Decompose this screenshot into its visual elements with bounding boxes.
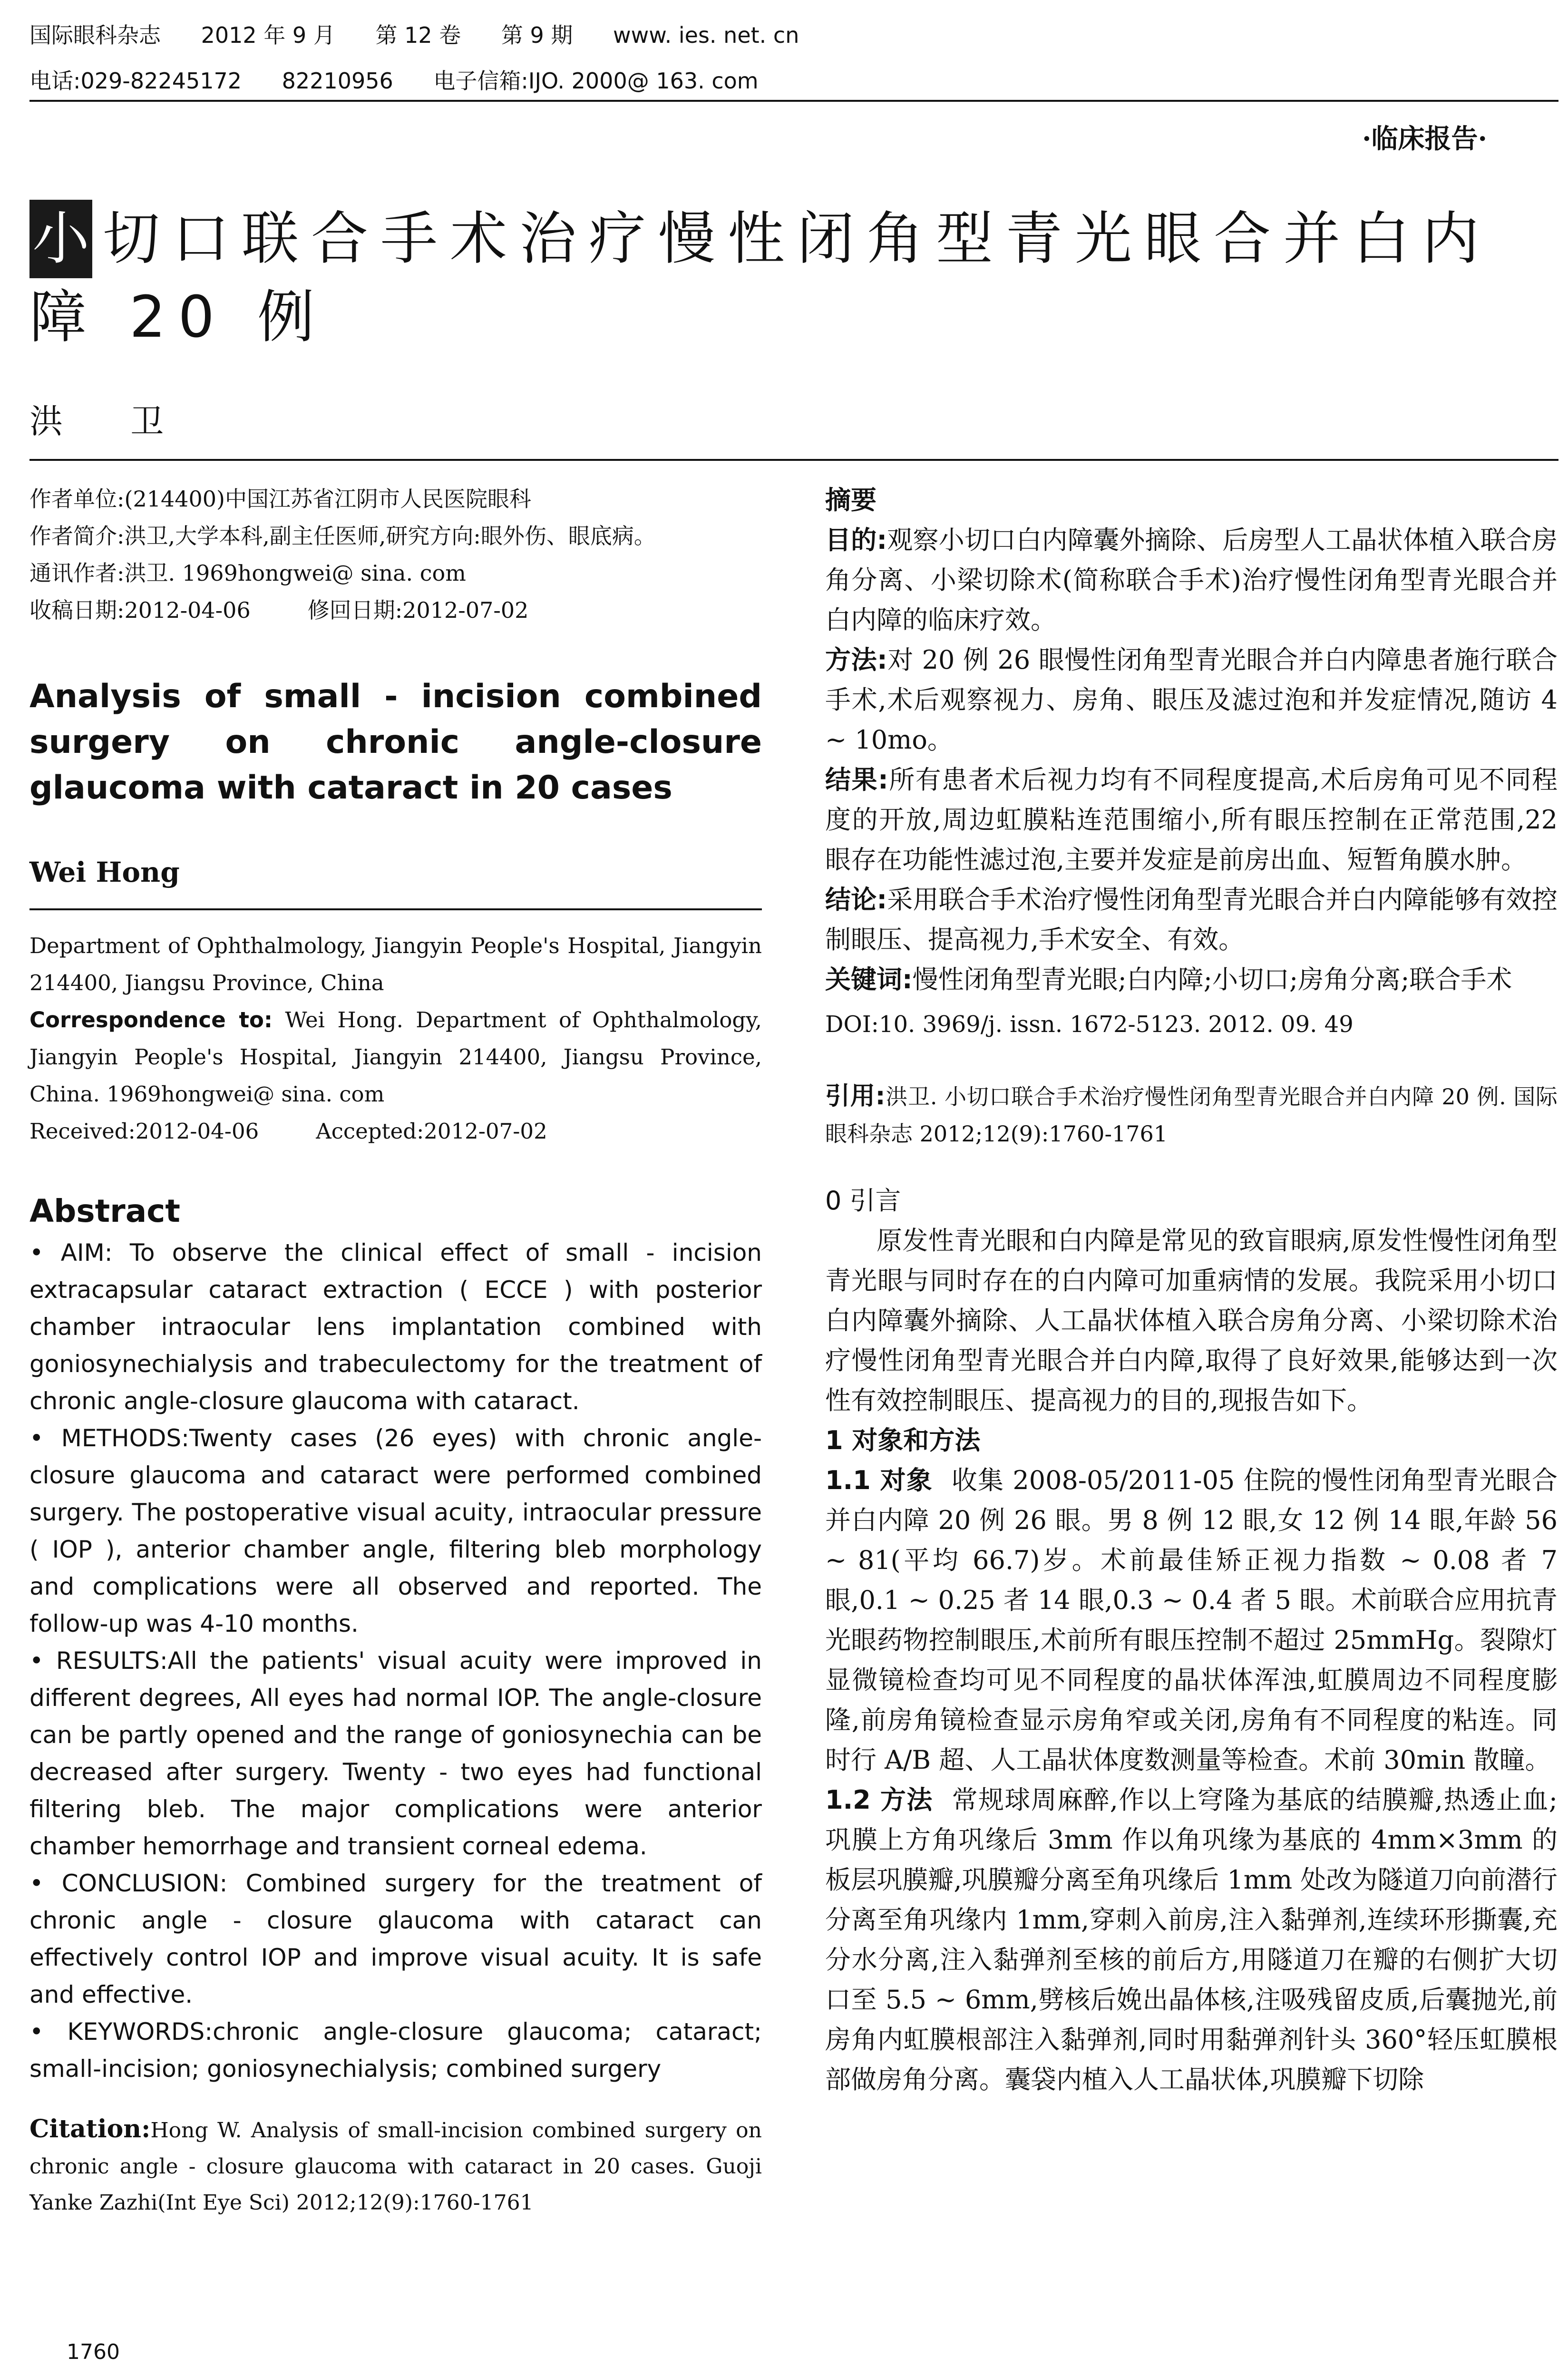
article-meta — [29, 480, 762, 629]
citation-label: Citation: — [29, 2114, 151, 2143]
journal-email: 电子信箱:IJO. 2000@ 163. com — [433, 68, 759, 94]
journal-website: www. ies. net. cn — [613, 22, 799, 48]
dates-en — [29, 1113, 762, 1150]
journal-name: 国际眼科杂志 — [29, 22, 161, 48]
cn-methods: 方法:对 20 例 26 眼慢性闭角型青光眼合并白内障患者施行联合手术,术后观察视力、房角、眼压及滤过泡和并发症情况,随访 4 ~ 10mo。 — [825, 645, 1558, 755]
revised-cn: 修回日期:2012-07-02 — [307, 597, 529, 623]
intro-paragraph: 原发性青光眼和白内障是常见的致盲眼病,原发性慢性闭角型青光眼与同时存在的白内障可加重病情的发展。我院采用小切口白内障囊外摘除、人工晶状体植入联合房角分离、小梁切除术治疗慢性闭角型青光眼合并白内障,取得了良好效果,能够达到一次性有效控制眼压、提高视力的目的,现报告如下。 — [825, 1226, 1558, 1415]
affiliation: 作者单位:(214400)中国江苏省江阴市人民医院眼科 — [29, 486, 531, 512]
cn-results: 结果:所有患者术后视力均有不同程度提高,术后房角可见不同程度的开放,周边虹膜粘连范围缩小,所有眼压控制在正常范围,22 眼存在功能性滤过泡,主要并发症是前房出血、短暂角膜水肿。 — [825, 765, 1558, 875]
running-header-line1 — [29, 21, 832, 49]
cn-conclusion: 结论:采用联合手术治疗慢性闭角型青光眼合并白内障能够有效控制眼压、提高视力,手术安全、有效。 — [825, 885, 1558, 955]
received-cn: 收稿日期:2012-04-06 — [29, 597, 251, 623]
cn-citation — [825, 1078, 1558, 1152]
cn-citation-label: 引用: — [825, 1082, 886, 1111]
dates-cn — [29, 592, 762, 629]
correspondence-label: Correspondence to: — [29, 1007, 273, 1033]
cn-aim: 目的:观察小切口白内障囊外摘除、后房型人工晶状体植入联合房角分离、小梁切除术(简称联合手术)治疗慢性闭角型青光眼合并白内障的临床疗效。 — [825, 525, 1558, 635]
volume: 第 12 卷 — [375, 22, 461, 48]
article-title — [29, 200, 1551, 357]
abstract-conclusion: • CONCLUSION: Combined surgery for the treatment of chronic angle - closure glaucoma with cataract can effectively control IOP and improve visual acuity. It is safe and effective. — [29, 1870, 762, 2008]
journal-phone2: 82210956 — [282, 68, 393, 94]
abstract-methods: • METHODS:Twenty cases (26 eyes) with chronic angle-closure glaucoma and cataract were performed combined surgery. The postoperative visual acuity, intraocular pressure ( IOP ), anterior chamber angle, filtering bleb morphology and complications were all observed and reported. The follow-up was 4-10 months. — [29, 1424, 762, 1637]
issue-number: 第 9 期 — [501, 22, 573, 48]
correspondence — [29, 1002, 762, 1113]
section-1-1-heading: 1.1 对象 — [825, 1465, 933, 1495]
doi: DOI:10. 3969/j. issn. 1672-5123. 2012. 09. 49 — [825, 1011, 1354, 1038]
cn-methods-label: 方法: — [825, 645, 887, 675]
section-1-2: 1.2 方法 常规球周麻醉,作以上穹隆为基底的结膜瓣,热透止血;巩膜上方角巩缘后 3mm 作以角巩缘为基底的 4mm×3mm 的板层巩膜瓣,巩膜瓣分离至角巩缘后 1mm 处改为隧道刀向前潜行分离至角巩缘内 1mm,穿刺入前房,注入黏弹剂,连续环形撕囊,充分水分离,注入黏弹剂至核的前后方,用隧道刀在瓣的右侧扩大切口至 5.5 ~ 6mm,劈核后娩出晶体核,注吸残留皮质,后囊抛光,前房角内虹膜根部注入黏弹剂,同时用黏弹剂针头 360°轻压虹膜根部做房角分离。囊袋内植入人工晶状体,巩膜瓣下切除 — [825, 1785, 1558, 2094]
department: Department of Ophthalmology, Jiangyin People's Hospital, Jiangyin 214400, Jiangsu Province, China — [29, 933, 762, 995]
section1-heading: 1 对象和方法 — [825, 1425, 981, 1455]
abstract-keywords: • KEYWORDS:chronic angle-closure glaucoma; cataract; small-incision; goniosynechialysis; combined surgery — [29, 2018, 762, 2083]
abstract-heading: Abstract — [29, 1193, 180, 1229]
cn-keywords: 关键词:慢性闭角型青光眼;白内障;小切口;房角分离;联合手术 — [825, 964, 1512, 994]
author-bio: 作者简介:洪卫,大学本科,副主任医师,研究方向:眼外伤、眼底病。 — [29, 523, 656, 549]
correspondence-text: Wei Hong. Department of Ophthalmology, Jiangyin People's Hospital, Jiangyin 214400, Jiangsu Province, China. 1969hongwei@ sina. com — [29, 1007, 762, 1107]
cn-abstract-heading: 摘要 — [825, 485, 877, 515]
cn-aim-label: 目的: — [825, 525, 887, 555]
accepted-en: Accepted:2012-07-02 — [316, 1119, 547, 1144]
title-rule — [29, 459, 1558, 461]
cn-results-label: 结果: — [825, 765, 888, 795]
cn-conclusion-label: 结论: — [825, 885, 887, 915]
body-text — [825, 1221, 1558, 2100]
header-rule — [29, 100, 1558, 102]
english-author: Wei Hong — [29, 856, 180, 888]
cn-abstract — [825, 520, 1558, 1000]
section-1-2-heading: 1.2 方法 — [825, 1785, 933, 1815]
abstract-aim: • AIM: To observe the clinical effect of small - incision extracapsular cataract extraction ( ECCE ) with posterior chamber intraocular lens implantation combined with goniosynechialysis and trabeculectomy for the treatment of chronic angle-closure glaucoma with cataract. — [29, 1239, 762, 1415]
section-tag: ·临床报告· — [1362, 123, 1487, 155]
intro-heading: 0 引言 — [825, 1186, 901, 1216]
issue-date: 2012 年 9 月 — [201, 22, 335, 48]
author-cn: 洪 卫 — [29, 402, 193, 441]
citation-text: Hong W. Analysis of small-incision combined surgery on chronic angle - closure glaucoma with cataract in 20 cases. Guoji Yanke Zazhi(Int Eye Sci) 2012;12(9):1760-1761 — [29, 2118, 762, 2215]
running-header-line2 — [29, 67, 792, 95]
author-rule — [29, 908, 762, 910]
cn-keywords-label: 关键词: — [825, 964, 913, 994]
page-number: 1760 — [67, 2340, 120, 2364]
english-title: Analysis of small - incision combined surgery on chronic angle-closure glaucoma with cataract in 20 cases — [29, 678, 762, 807]
english-affiliation — [29, 927, 762, 1150]
title-first-char: 小 — [29, 200, 92, 278]
left-column — [29, 480, 762, 2221]
journal-phone: 电话:029-82245172 — [29, 68, 242, 94]
english-abstract — [29, 1234, 762, 2087]
received-en: Received:2012-04-06 — [29, 1119, 259, 1144]
corresponding-author: 通讯作者:洪卫. 1969hongwei@ sina. com — [29, 560, 466, 586]
cn-citation-text: 洪卫. 小切口联合手术治疗慢性闭角型青光眼合并白内障 20 例. 国际眼科杂志 2012;12(9):1760-1761 — [825, 1084, 1558, 1147]
abstract-results: • RESULTS:All the patients' visual acuity were improved in different degrees, All eyes had normal IOP. The angle-closure can be partly opened and the range of goniosynechia can be decreased after surgery. Twenty - two eyes had functional filtering bleb. The major complications were anterior chamber hemorrhage and transient corneal edema. — [29, 1647, 762, 1860]
english-citation — [29, 2111, 762, 2221]
right-column — [825, 480, 1558, 2100]
title-rest: 切口联合手术治疗慢性闭角型青光眼合并白内障 20 例 — [29, 206, 1491, 351]
section-1-1: 1.1 对象 收集 2008-05/2011-05 住院的慢性闭角型青光眼合并白内障 20 例 26 眼。男 8 例 12 眼,女 12 例 14 眼,年龄 56 ~ 81(平均 66.7)岁。术前最佳矫正视力指数 ~ 0.08 者 7 眼,0.1 ~ 0.25 者 14 眼,0.3 ~ 0.4 者 5 眼。术前联合应用抗青光眼药物控制眼压,术前所有眼压控制不超过 25mmHg。裂隙灯显微镜检查均可见不同程度的晶状体浑浊,虹膜周边不同程度膨隆,前房角镜检查显示房角窄或关闭,房角有不同程度的粘连。同时行 A/B 超、人工晶状体度数测量等检查。术前 30min 散瞳。 — [825, 1465, 1558, 1775]
